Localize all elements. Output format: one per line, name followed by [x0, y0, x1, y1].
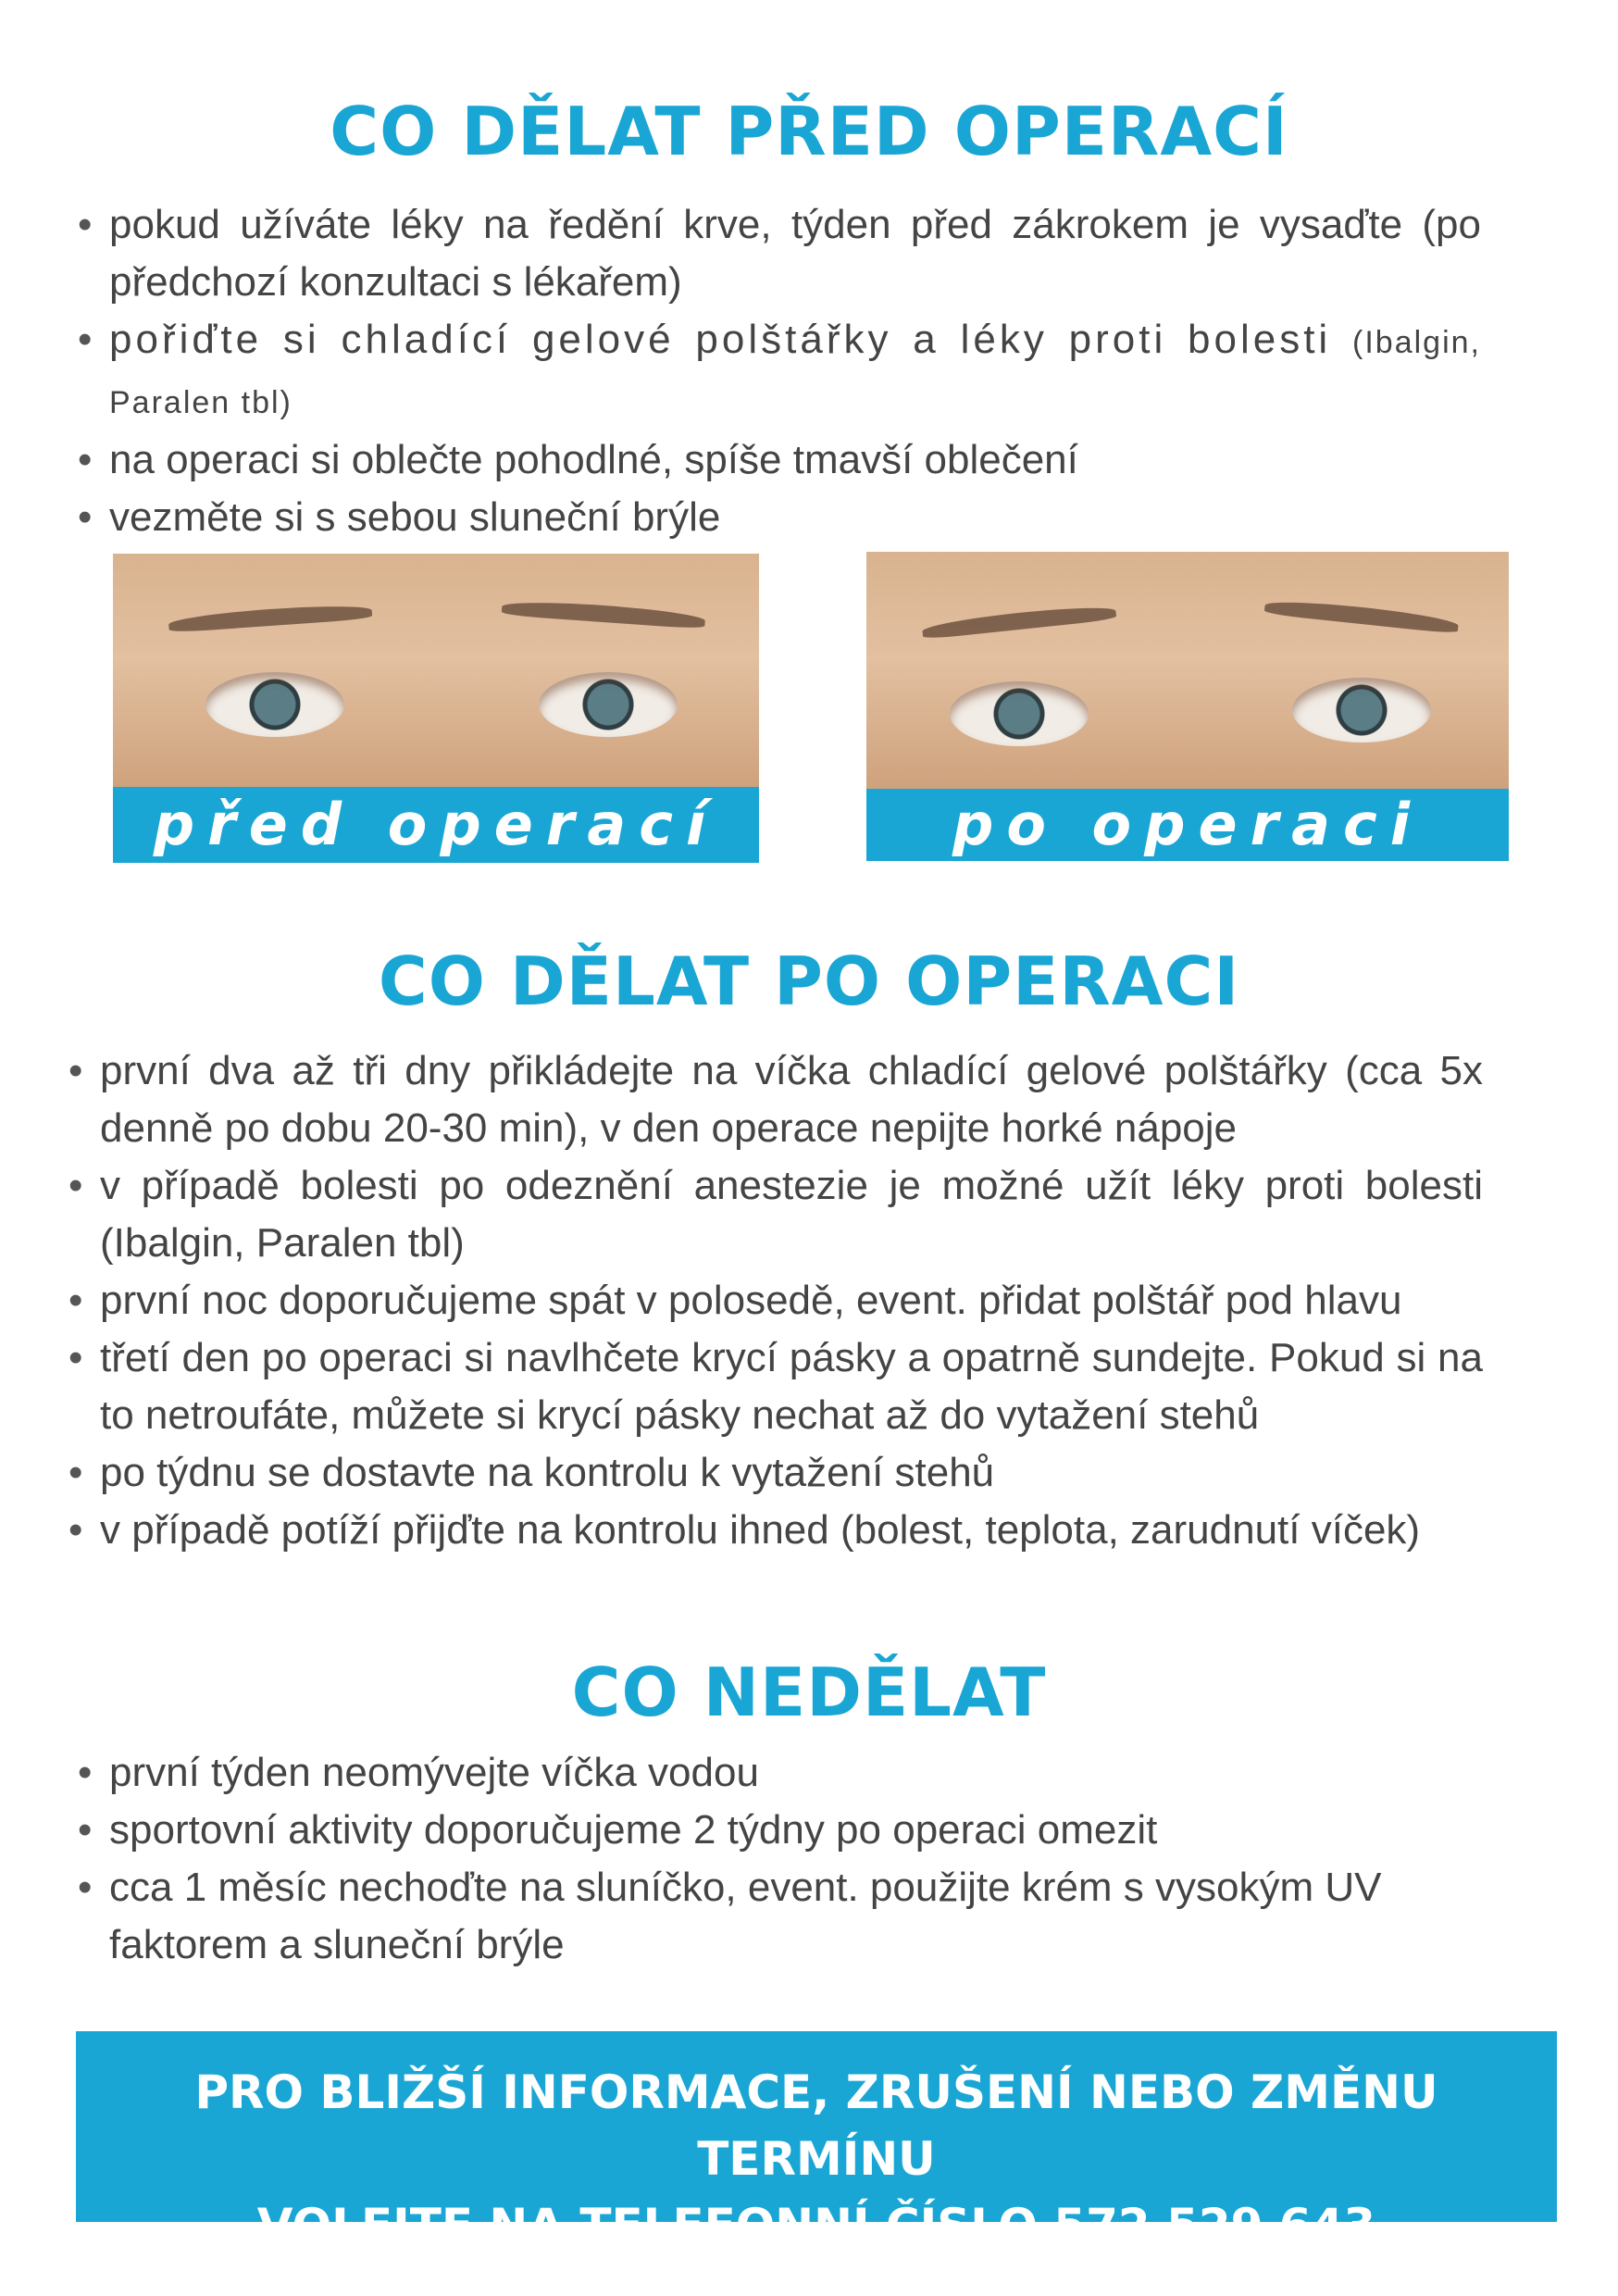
eye — [539, 672, 678, 737]
eye — [205, 672, 344, 737]
after-list — [68, 1042, 1483, 1559]
heading-before-surgery: CO DĚLAT PŘED OPERACÍ — [330, 93, 1288, 170]
eye — [950, 681, 1089, 746]
caption-after: po operaci — [866, 789, 1509, 861]
list-item: • na operaci si oblečte pohodlné, spíše tmavší oblečení — [78, 431, 1481, 489]
list-item: • v případě bolesti po odeznění anestezie je možné užít léky proti bolesti (Ibalgin, Paralen tbl) — [68, 1157, 1483, 1272]
list-item: • první týden neomývejte víčka vodou — [78, 1744, 1411, 1802]
caption-before: před operací — [113, 787, 759, 863]
heading-after-surgery: CO DĚLAT PO OPERACI — [378, 942, 1240, 1020]
dont-list — [78, 1744, 1411, 1974]
list-item: • cca 1 měsíc nechoďte na sluníčko, event. použijte krém s vysokým UV faktorem a sluneční brýle — [78, 1859, 1411, 1974]
list-item: • pokud užíváte léky na ředění krve, týden před zákrokem je vysaďte (po předchozí konzultaci s lékařem) — [78, 196, 1481, 311]
list-item: • vezměte si s sebou sluneční brýle — [78, 489, 1481, 546]
eyebrow — [1264, 597, 1460, 634]
heading-dont: CO NEDĚLAT — [571, 1653, 1047, 1731]
list-item: • po týdnu se dostavte na kontrolu k vytažení stehů — [68, 1444, 1483, 1502]
eye — [1292, 678, 1431, 742]
contact-line-2: VOLEJTE NA TELEFONNÍ ČÍSLO 572 529 643 — [256, 2199, 1376, 2252]
eyebrow — [168, 602, 373, 632]
list-item: • první dva až tři dny přikládejte na víčka chladící gelové polštářky (cca 5x denně po dobu 20-30 min), v den operace nepijte horké nápoje — [68, 1042, 1483, 1157]
list-item-small-text: (Ibalgin, Paralen tbl) — [109, 325, 1481, 420]
photo-after-operation — [866, 552, 1509, 789]
list-item: • první noc doporučujeme spát v polosedě, event. přidat polštář pod hlavu — [68, 1272, 1483, 1329]
before-list — [78, 196, 1481, 546]
list-item: • sportovní aktivity doporučujeme 2 týdny po operaci omezit — [78, 1802, 1411, 1859]
photo-before-operation — [113, 554, 759, 787]
list-item: • v případě potíží přijďte na kontrolu ihned (bolest, teplota, zarudnutí víček) — [68, 1502, 1483, 1559]
contact-line-1: PRO BLIŽŠÍ INFORMACE, ZRUŠENÍ NEBO ZMĚNU TERMÍNU — [194, 2065, 1438, 2186]
eyebrow — [502, 598, 706, 629]
eyebrow — [922, 603, 1117, 640]
list-item — [78, 311, 1481, 431]
contact-banner — [76, 2031, 1557, 2252]
list-item: • třetí den po operaci si navlhčete krycí pásky a opatrně sundejte. Pokud si na to netroufáte, můžete si krycí pásky nechat až do vytažení stehů — [68, 1329, 1483, 1444]
list-item-text: pořiďte si chladící gelové polštářky a léky proti bolesti — [109, 317, 1332, 362]
